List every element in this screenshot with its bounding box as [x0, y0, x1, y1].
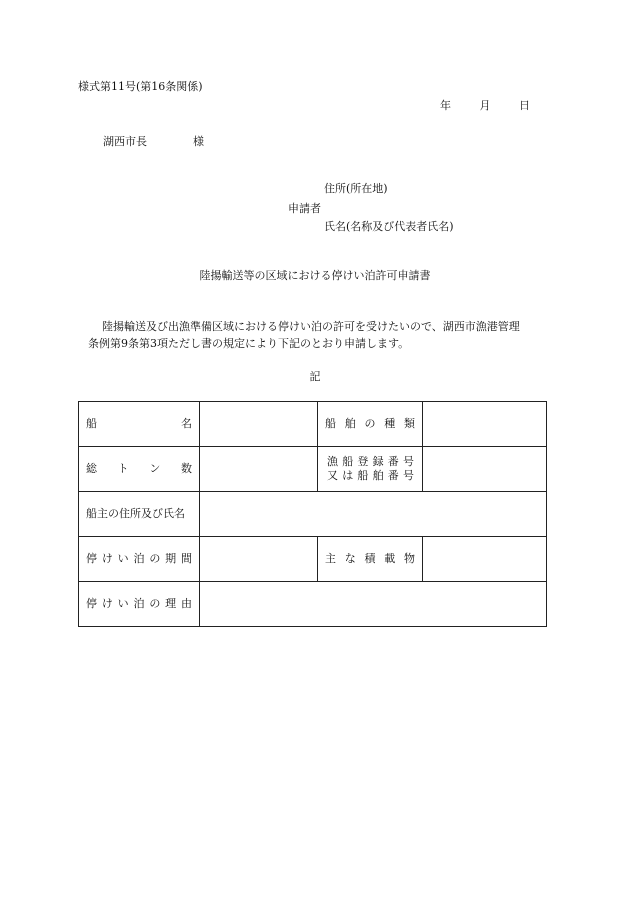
- date-line: [440, 99, 530, 113]
- application-table: [78, 401, 547, 627]
- date-day-label: 日: [519, 99, 530, 112]
- body-line-1: 陸揚輸送及び出漁準備区域における停けい泊の許可を受けたいので、湖西市漁港管理: [102, 320, 520, 333]
- gross-tonnage-field[interactable]: [200, 447, 318, 492]
- mooring-reason-field[interactable]: [200, 582, 547, 627]
- body-text: [88, 318, 558, 352]
- vessel-name-field[interactable]: [200, 402, 318, 447]
- table-row: [79, 447, 547, 492]
- table-row: [79, 492, 547, 537]
- document-title: 陸揚輸送等の区域における停けい泊許可申請書: [199, 269, 431, 282]
- table-row: [79, 402, 547, 447]
- owner-label-cell: [79, 492, 200, 537]
- table-row: [79, 582, 547, 627]
- vessel-type-field[interactable]: [423, 402, 547, 447]
- date-month-label: 月: [479, 99, 491, 112]
- body-line-2: 条例第9条第3項ただし書の規定により下記のとおり申請します。: [88, 337, 410, 350]
- applicant-name-label: 氏名(名称及び代表者氏名): [324, 220, 454, 233]
- mooring-period-label-cell: [79, 537, 200, 582]
- mooring-period-label: 停 け い 泊 の 期 間: [86, 552, 192, 565]
- addressee-honorific: 様: [193, 135, 204, 148]
- applicant-address-label: 住所(所在地): [324, 182, 388, 195]
- mooring-reason-label-cell: [79, 582, 200, 627]
- vessel-name-label-cell: [79, 402, 200, 447]
- main-cargo-label-cell: [318, 537, 423, 582]
- vessel-type-label: 船 舶 の 種 類: [325, 417, 415, 430]
- registration-number-label: 漁 船 登 録 番 号 又 は 船 舶 番 号: [327, 455, 414, 482]
- addressee: [103, 135, 204, 149]
- ki-heading: 記: [309, 370, 321, 383]
- registration-number-label-cell: [318, 447, 423, 492]
- owner-field[interactable]: [200, 492, 547, 537]
- vessel-type-label-cell: [318, 402, 423, 447]
- owner-label: 船主の住所及び氏名: [86, 507, 185, 520]
- gross-tonnage-label-cell: [79, 447, 200, 492]
- main-cargo-field[interactable]: [423, 537, 547, 582]
- addressee-name: 湖西市長: [103, 135, 147, 148]
- gross-tonnage-label: 総 ト ン 数: [86, 462, 192, 475]
- registration-number-field[interactable]: [423, 447, 547, 492]
- mooring-period-field[interactable]: [200, 537, 318, 582]
- applicant-label: 申請者: [288, 202, 321, 215]
- vessel-name-label: 船 名: [86, 417, 192, 430]
- table-row: [79, 537, 547, 582]
- date-year-label: 年: [440, 99, 451, 112]
- mooring-reason-label: 停 け い 泊 の 理 由: [86, 597, 192, 610]
- main-cargo-label: 主 な 積 載 物: [325, 552, 415, 565]
- form-number: 様式第11号(第16条関係): [78, 80, 203, 93]
